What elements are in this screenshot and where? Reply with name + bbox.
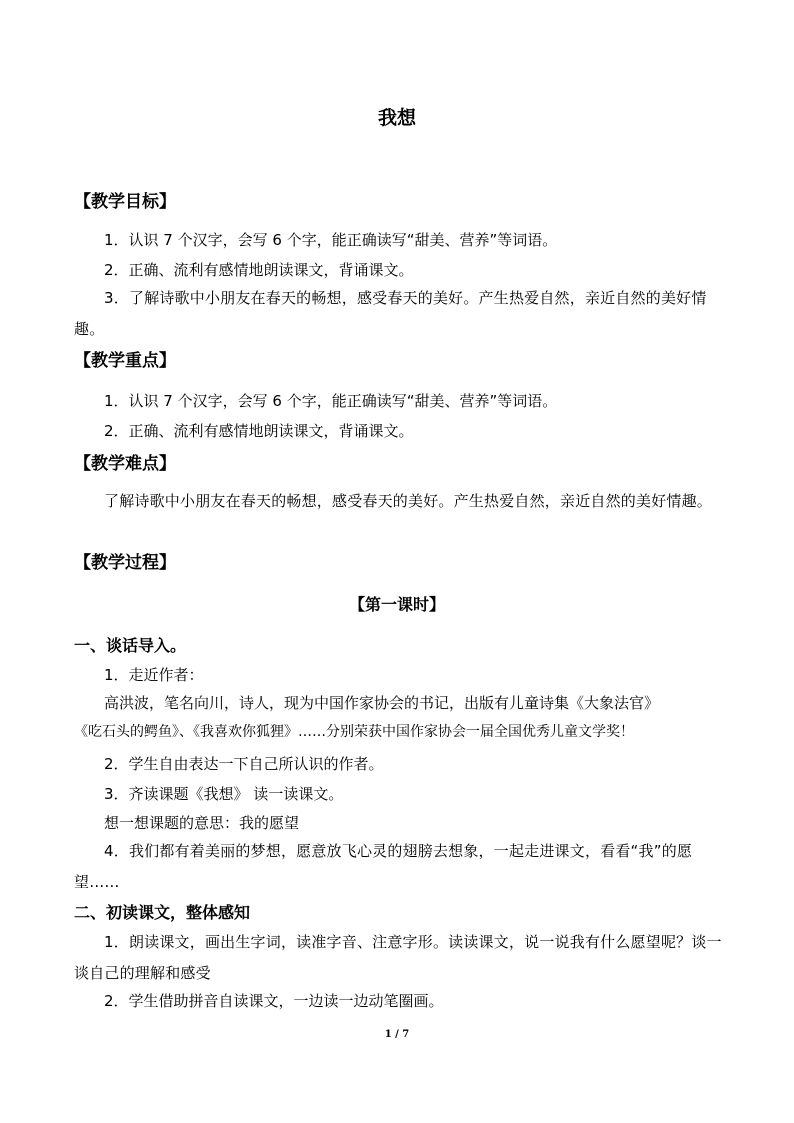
goals-item-1: 1．认识 7 个汉字，会写 6 个字，能正确读写“甜美、营养”等词语。 — [104, 231, 558, 249]
document-title: 我想 — [377, 107, 416, 129]
goals-item-2: 2．正确、流利有感情地朗读课文，背诵课文。 — [104, 261, 414, 279]
part1-item-1: 1．走近作者： — [104, 666, 204, 684]
difficulties-text: 了解诗歌中小朋友在春天的畅想，感受春天的美好。产生热爱自然，亲近自然的美好情趣。 — [104, 492, 713, 510]
part2-heading: 二、初读课文，整体感知 — [74, 903, 251, 922]
goals-heading: 【教学目标】 — [74, 192, 176, 212]
keypoints-item-1: 1．认识 7 个汉字，会写 6 个字，能正确读写“甜美、营养”等词语。 — [104, 392, 558, 410]
process-heading: 【教学过程】 — [74, 553, 176, 573]
part2-item-1: 1．朗读课文，画出生字词，读准字音、注意字形。读读课文，说一说我有什么愿望呢？谈一谈自己的理解和感受 — [74, 933, 722, 982]
part1-heading: 一、谈话导入。 — [74, 636, 187, 655]
part2-item-2: 2．学生借助拼音自读课文，一边读一边动笔圈画。 — [104, 992, 444, 1010]
goals-item-3: 3．了解诗歌中小朋友在春天的畅想，感受春天的美好。产生热爱自然，亲近自然的美好情趣。 — [74, 289, 707, 338]
author-line-1: 高洪波，笔名向川，诗人，现为中国作家协会的书记，出版有儿童诗集《大象法官》 — [104, 694, 660, 712]
keypoints-heading: 【教学重点】 — [74, 351, 176, 371]
part1-item-3: 3．齐读课题《我想》 读一读课文。 — [104, 785, 344, 803]
think-line: 想一想课题的意思：我的愿望 — [104, 814, 300, 832]
part1-item-4: 4．我们都有着美丽的梦想，愿意放飞心灵的翅膀去想象，一起走进课文，看看“我”的愿望…… — [74, 842, 693, 891]
part1-item-2: 2．学生自由表达一下自己所认识的作者。 — [104, 755, 384, 773]
keypoints-item-2: 2．正确、流利有感情地朗读课文，背诵课文。 — [104, 422, 414, 440]
page-number: 1 / 7 — [384, 1029, 410, 1040]
author-line-2: 《吃石头的鳄鱼》、《我喜欢你狐狸》……分别荣获中国作家协会一届全国优秀儿童文学奖！ — [74, 724, 634, 740]
difficulties-heading: 【教学难点】 — [74, 454, 176, 474]
lesson-title: 【第一课时】 — [348, 595, 445, 614]
